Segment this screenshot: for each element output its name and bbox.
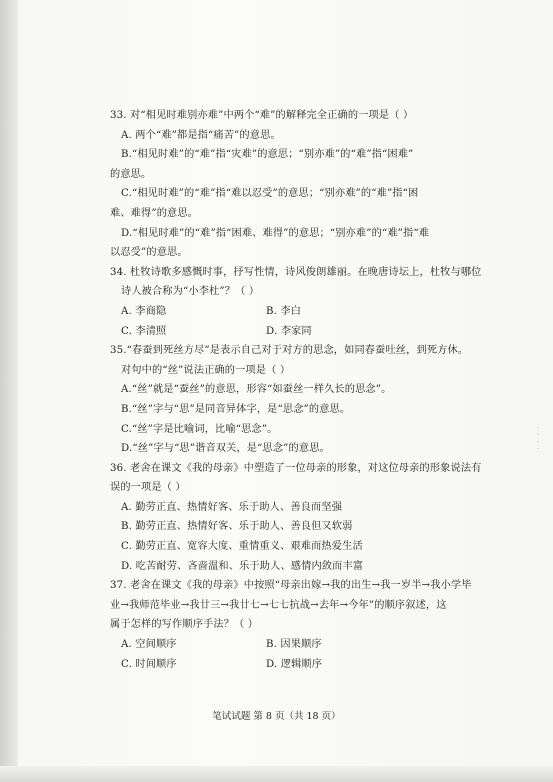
question-stem: 33. 对“相见时难别亦难”中两个“难”的解释完全正确的一项是（ ） xyxy=(110,110,414,121)
option-c xyxy=(110,184,480,223)
scan-left-edge xyxy=(0,0,18,782)
question-stem: 36. 老舍在课文《我的母亲》中塑造了一位母亲的形象，对这位母亲的形象说法有 xyxy=(110,462,482,474)
question-stem-cont: 诗人被合称为“小李杜”？（ ） xyxy=(121,286,260,298)
question-stem-cont: 误的一项是（ ） xyxy=(110,482,186,494)
option-c: C. 时间顺序 xyxy=(121,658,177,670)
option-row xyxy=(110,635,480,655)
question-stem: 34. 杜牧诗歌多感慨时事，抒写性情，诗风俊朗雄丽。在晚唐诗坛上，杜牧与哪位 xyxy=(110,266,482,278)
option-d xyxy=(110,224,480,263)
question-36 xyxy=(110,459,480,577)
question-stem: 37. 老舍在课文《我的母亲》中按照“母亲出嫁→我的出生→我一岁半→我小学毕 xyxy=(110,580,472,592)
option-c: C. 李清照 xyxy=(121,325,167,337)
question-35 xyxy=(110,341,480,459)
option-a: A. 空间顺序 xyxy=(121,639,177,651)
option-a: A.“丝”就是“蚕丝”的意思，形容“如蚕丝一样久长的思念”。 xyxy=(121,384,392,396)
option-b xyxy=(110,145,480,184)
option-row xyxy=(110,655,480,675)
question-list xyxy=(110,106,480,674)
option-text-cont: 以忍受”的意思。 xyxy=(110,247,188,259)
option-c: C. 勤劳正直、宽容大度、重情重义、艰难而热爱生活 xyxy=(121,541,363,553)
option-row xyxy=(110,322,480,342)
option-c: C.“丝”字是比喻词，比喻“思念”。 xyxy=(121,423,278,435)
question-stem-cont: 业→我师范毕业→我廿三→我廿七→七七抗战→去年→今年”的顺序叙述，这 xyxy=(110,599,447,611)
option-text: C.“相见时难”的“难”指“难以忍受”的意思；“别亦难”的“难”指“困 xyxy=(121,188,419,200)
question-34 xyxy=(110,263,480,341)
option-a: A. 李商隐 xyxy=(121,305,167,317)
question-stem-cont: 属于怎样的写作顺序手法？（ ） xyxy=(110,619,259,631)
option-d: D. 逻辑顺序 xyxy=(266,658,323,670)
question-stem-cont: 对句中的“丝”说法正确的一项是（ ） xyxy=(121,364,291,376)
question-stem: 35.“春蚕到死丝方尽”是表示自己对于对方的思念，如同春蚕吐丝，到死方休。 xyxy=(110,345,469,357)
option-text: D.“相见时难”的“难”指“困难、难得”的意思；“别亦难”的“难”指“难 xyxy=(121,227,430,239)
option-text-cont: 的意思。 xyxy=(110,168,152,180)
question-33 xyxy=(110,106,480,263)
option-d: D. 吃苦耐劳、吝啬温和、乐于助人、感情内敛而丰富 xyxy=(121,560,364,572)
option-b: B. 勤劳正直、热情好客、乐于助人、善良但又软弱 xyxy=(121,521,353,533)
option-b: B.“丝”字与“思”是同音异体字，是“思念”的意思。 xyxy=(121,403,351,415)
option-d: D. 李家同 xyxy=(266,325,312,337)
option-text-cont: 难、难得”的意思。 xyxy=(110,207,199,219)
question-37 xyxy=(110,576,480,674)
option-text: B.“相见时难”的“难”指“灾难”的意思；“别亦难”的“难”指“困难” xyxy=(121,149,414,161)
option-d: D.“丝”字与“思”谐音双关，是“思念”的意思。 xyxy=(121,443,330,455)
option-a: A. 勤劳正直、热情好客、乐于助人、善良而坚强 xyxy=(121,501,343,513)
binding-marks: · · · · xyxy=(537,425,539,453)
option-row xyxy=(110,302,480,322)
option-b: B. 因果顺序 xyxy=(266,639,322,651)
option-a xyxy=(110,126,480,146)
page-footer: 笔试试题 第 8 页（共 18 页） xyxy=(212,711,341,722)
option-text: A. 两个“难”都是指“痛苦”的意思。 xyxy=(121,129,281,141)
option-b: B. 李白 xyxy=(266,305,302,317)
scan-bottom-edge xyxy=(0,766,553,782)
